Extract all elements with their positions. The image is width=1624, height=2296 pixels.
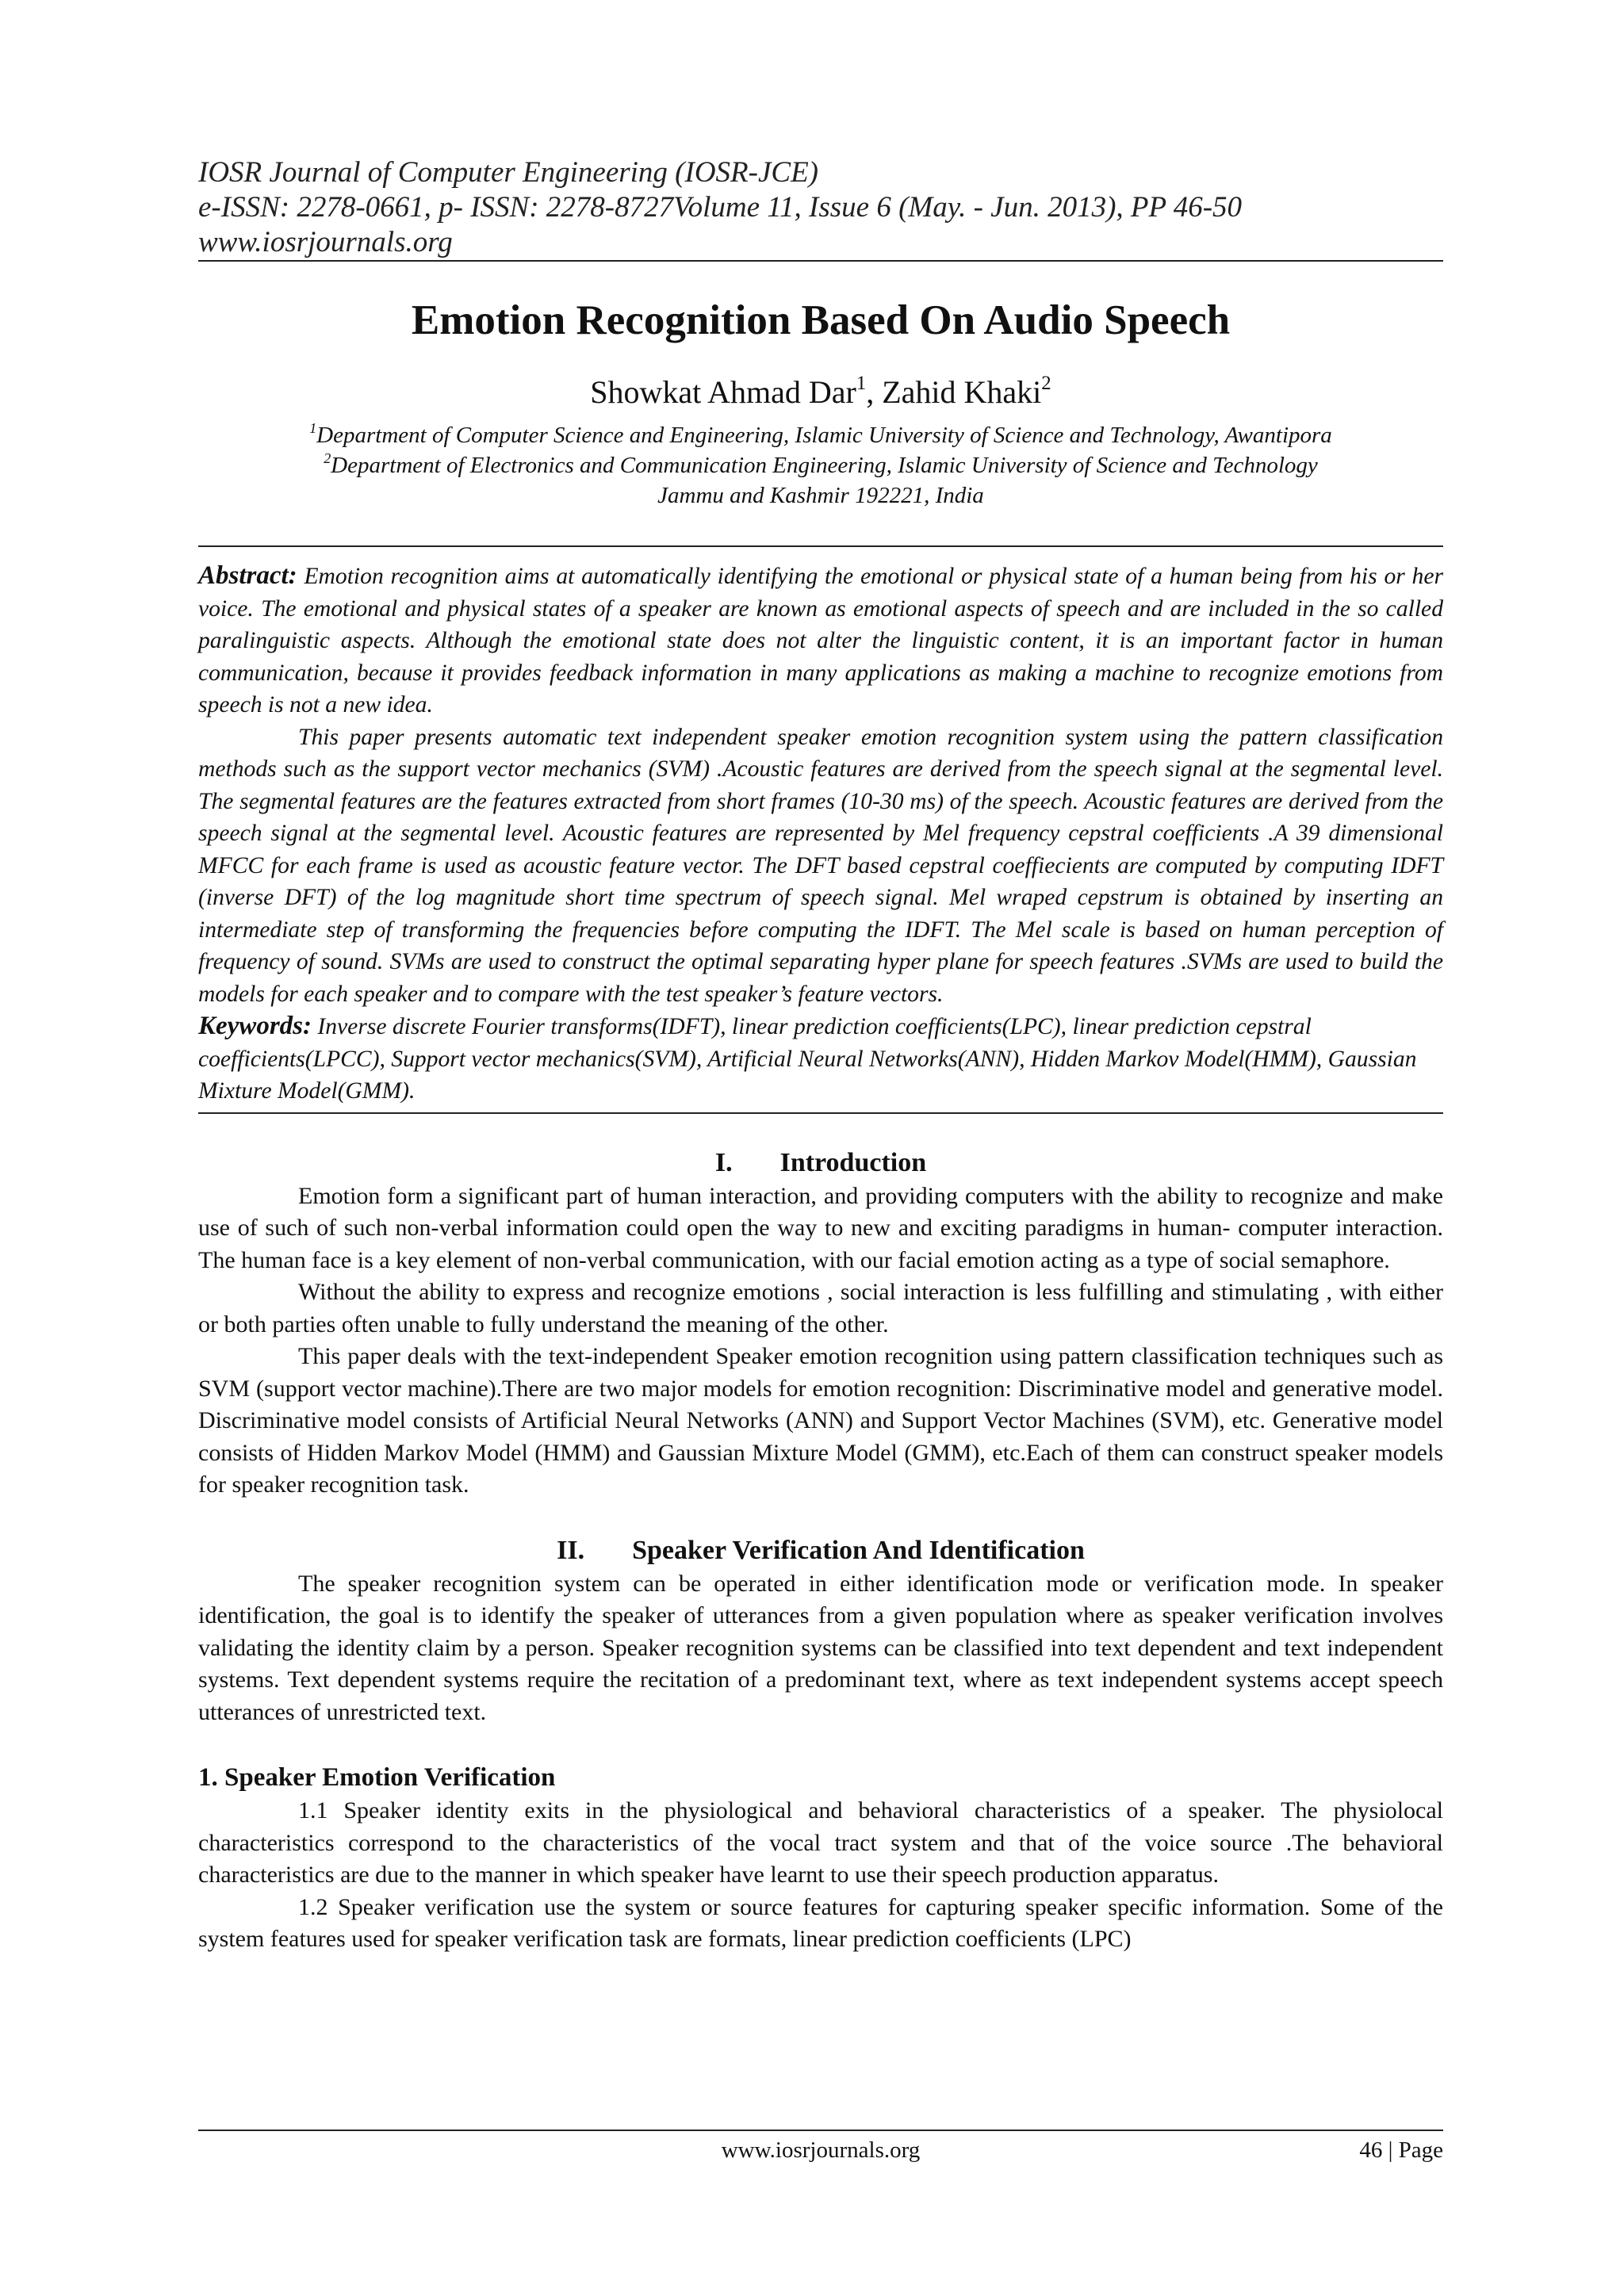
section-1-number: I. bbox=[714, 1147, 733, 1177]
section-2-number: II. bbox=[557, 1535, 585, 1565]
affiliation-3: Jammu and Kashmir 192221, India bbox=[657, 483, 984, 508]
author-separator: , bbox=[866, 374, 883, 410]
section-2-p1: The speaker recognition system can be operated in either identification mode or verification mode. In speaker identification, the goal is to identify the speaker of utterances from a given population where as speaker verification involves validating the identity claim by a person. Speaker recognition systems can be classified into text dependent and text independent systems. Text dependent systems require the recitation of a predominant text, where as text independent systems accept speech utterances of unrestricted text. bbox=[198, 1570, 1443, 1725]
keywords-para bbox=[198, 1010, 1443, 1108]
section-1-body bbox=[198, 1181, 1443, 1502]
journal-issn: e-ISSN: 2278-0661, p- ISSN: 2278-8727Volume 11, Issue 6 (May. - Jun. 2013), PP 46-50 bbox=[198, 191, 1243, 224]
affiliations bbox=[198, 420, 1443, 511]
abstract-p1-text: Emotion recognition aims at automatically identifying the emotional or physical state of a human being from his or her voice. The emotional and physical states of a speaker are known as emotional aspects of speech and are included in the so called paralinguistic aspects. Although the emotional state does not alter the linguistic content, it is an important factor in human communication, because it provides feedback information in many applications as making a machine to recognize emotions from speech is not a new idea. bbox=[198, 564, 1443, 718]
keywords bbox=[198, 1010, 1443, 1108]
subsection-1-p1: 1.1 Speaker identity exits in the physiological and behavioral characteristics of a speaker. The physiolocal characteristics correspond to the characteristics of the vocal tract system and that of the voice source .The behavioral characteristics are due to the manner in which speaker have learnt to use their speech production apparatus. bbox=[198, 1797, 1443, 1888]
journal-header bbox=[198, 155, 1443, 260]
affiliation-1-text: Department of Computer Science and Engineering, Islamic University of Science and Technology, Awantipora bbox=[316, 423, 1332, 448]
section-2-body bbox=[198, 1568, 1443, 1729]
abstract-p1 bbox=[198, 560, 1443, 721]
affiliation-2-sup: 2 bbox=[324, 450, 331, 466]
subsection-1-body bbox=[198, 1795, 1443, 1956]
footer-page-number: 46 | Page bbox=[1359, 2137, 1443, 2163]
author-2: Zahid Khaki bbox=[882, 374, 1042, 410]
journal-url[interactable]: www.iosrjournals.org bbox=[198, 226, 453, 258]
abstract bbox=[198, 560, 1443, 1010]
footer-rule bbox=[198, 2130, 1443, 2131]
author-1: Showkat Ahmad Dar bbox=[590, 374, 856, 410]
subsection-1-heading: 1. Speaker Emotion Verification bbox=[198, 1763, 556, 1792]
footer-url[interactable]: www.iosrjournals.org bbox=[721, 2137, 921, 2163]
section-2-heading bbox=[198, 1533, 1443, 1568]
abstract-label: Abstract: bbox=[198, 561, 297, 590]
affiliation-1-sup: 1 bbox=[309, 419, 317, 436]
abstract-bottom-rule bbox=[198, 1112, 1443, 1114]
section-1-p2: Without the ability to express and recognize emotions , social interaction is less fulfilling and stimulating , with either or both parties often unable to fully understand the meaning of the other. bbox=[198, 1279, 1443, 1337]
authors bbox=[198, 373, 1443, 412]
author-1-sup: 1 bbox=[856, 373, 867, 395]
paper-page bbox=[198, 155, 1443, 1956]
footer-row bbox=[198, 2137, 1443, 2172]
keywords-text: Inverse discrete Fourier transforms(IDFT), linear prediction coefficients(LPC), linear prediction cepstral coefficients(LPCC), Support vector mechanics(SVM), Artificial Neural Networks(ANN), Hidden Markov Model(HMM), Gaussian Mixture Model(GMM). bbox=[198, 1014, 1417, 1104]
section-1-title: Introduction bbox=[779, 1147, 927, 1177]
section-1-p1: Emotion form a significant part of human interaction, and providing computers with the ability to recognize and make use of such of such non-verbal information could open the way to new and exciting paradigms in human- computer interaction. The human face is a key element of non-verbal communication, with our facial emotion acting as a type of social semaphore. bbox=[198, 1182, 1443, 1273]
keywords-label: Keywords: bbox=[198, 1012, 312, 1040]
subsection-1-p2: 1.2 Speaker verification use the system or source features for capturing speaker specific information. Some of the system features used for speaker verification task are formats, linear prediction coefficients (LPC) bbox=[198, 1893, 1443, 1952]
header-rule bbox=[198, 260, 1443, 262]
abstract-top-rule bbox=[198, 545, 1443, 547]
affiliation-1 bbox=[198, 420, 1443, 450]
section-2-title: Speaker Verification And Identification bbox=[632, 1535, 1085, 1565]
page-footer bbox=[198, 2130, 1443, 2172]
author-2-sup: 2 bbox=[1041, 373, 1051, 395]
affiliation-2-text: Department of Electronics and Communication Engineering, Islamic University of Science and Technology bbox=[331, 453, 1318, 478]
affiliation-2 bbox=[198, 450, 1443, 480]
paper-title: Emotion Recognition Based On Audio Speech bbox=[411, 297, 1231, 343]
section-1-heading bbox=[198, 1146, 1443, 1181]
journal-name: IOSR Journal of Computer Engineering (IOSR-JCE) bbox=[198, 156, 818, 189]
section-1-p3: This paper deals with the text-independent Speaker emotion recognition using pattern classification techniques such as SVM (support vector machine).There are two major models for emotion recognition: Discriminative model and generative model. Discriminative model consists of Artificial Neural Networks (ANN) and Support Vector Machines (SVM), etc. Generative model consists of Hidden Markov Model (HMM) and Gaussian Mixture Model (GMM), etc.Each of them can construct speaker models for speaker recognition task. bbox=[198, 1343, 1443, 1498]
abstract-p2: This paper presents automatic text independent speaker emotion recognition system using the pattern classification methods such as the support vector mechanics (SVM) .Acoustic features are derived from the speech signal at the segmental level. The segmental features are the features extracted from short frames (10-30 ms) of the speech. Acoustic features are derived from the speech signal at the segmental level. Acoustic features are represented by Mel frequency cepstral coefficients .A 39 dimensional MFCC for each frame is used as acoustic feature vector. The DFT based cepstral coeffiecients are computed by computing IDFT (inverse DFT) of the log magnitude short time spectrum of speech signal. Mel wraped cepstrum is obtained by inserting an intermediate step of transforming the frequencies before computing the IDFT. The Mel scale is based on human perception of frequency of sound. SVMs are used to construct the optimal separating hyper plane for speech features .SVMs are used to build the models for each speaker and to compare with the test speaker’s feature vectors. bbox=[198, 724, 1443, 1007]
